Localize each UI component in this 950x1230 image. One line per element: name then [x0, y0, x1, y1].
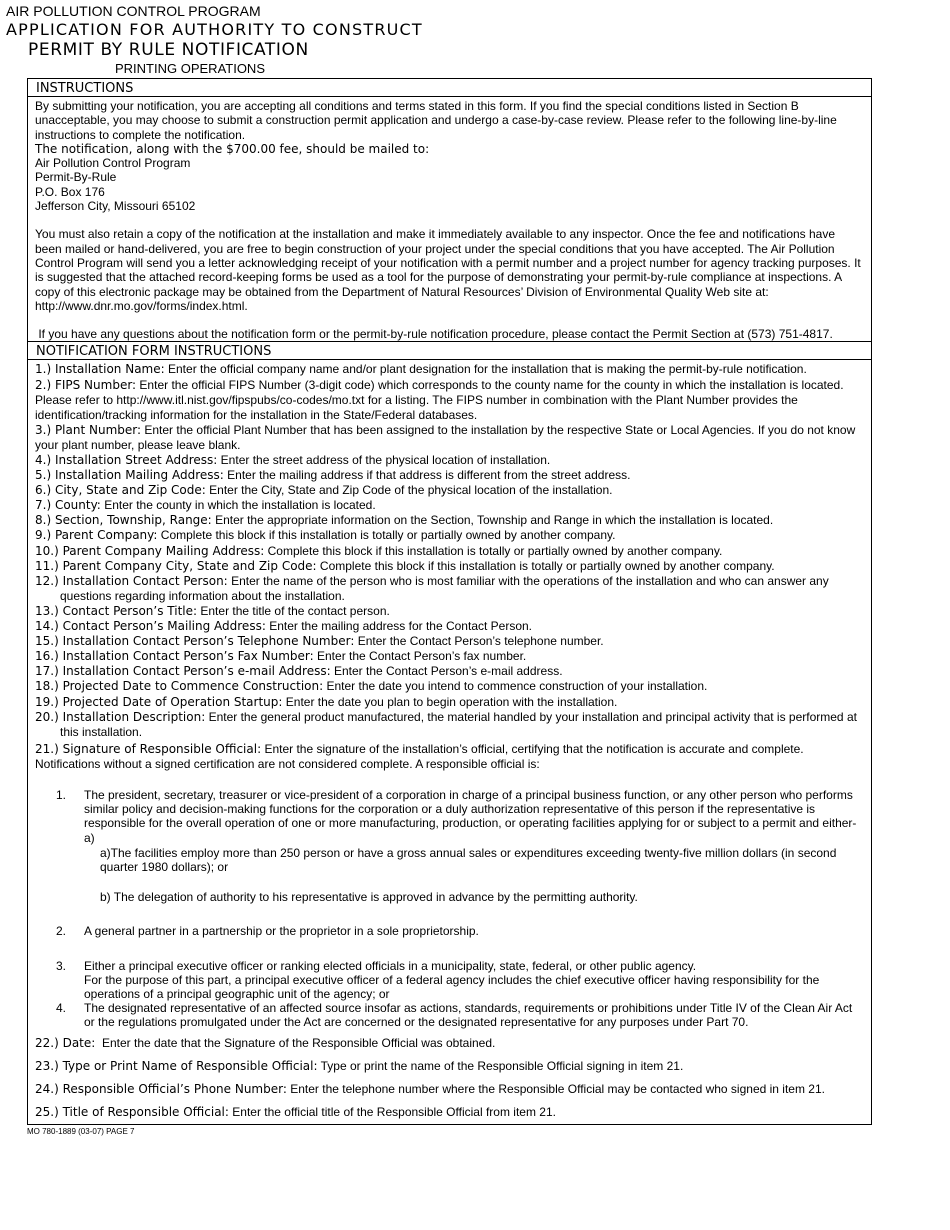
instruction-item: 17.) Installation Contact Person’s e-mail Address: Enter the Contact Person’s e-mail address.: [35, 664, 563, 679]
address-line: Permit-By-Rule: [35, 170, 117, 185]
responsible-official-section: [28, 740, 871, 1030]
instruction-item: 7.) County: Enter the county in which the installation is located.: [35, 498, 376, 513]
instructions-box: [27, 78, 872, 1125]
instruction-item: 5.) Installation Mailing Address: Enter the mailing address if that address is different from the street address.: [35, 468, 631, 483]
instruction-item: 23.) Type or Print Name of Responsible Official: Type or print the name of the Responsible Official signing in item 21.: [35, 1058, 684, 1073]
instruction-item: 14.) Contact Person’s Mailing Address: Enter the mailing address for the Contact Person.: [35, 619, 533, 634]
instruction-item: 2.) FIPS Number: Enter the official FIPS Number (3-digit code) which corresponds to the county name for the county in which the installation is located. Please refer to http://www.itl.nist.gov/fipspubs/co-codes/mo.txt for a listing. The FIPS number in combination with the Plant Number provides the identification/tracking information for the installation in the State/Federal databases.: [35, 377, 844, 422]
instruction-item: 25.) Title of Responsible Official: Enter the official title of the Responsible Official from item 21.: [35, 1104, 556, 1119]
instruction-item: 4.) Installation Street Address: Enter the street address of the physical location of installation.: [35, 453, 551, 468]
instruction-item: 22.) Date: Enter the date that the Signature of the Responsible Official was obtained.: [35, 1035, 496, 1050]
instruction-item: 18.) Projected Date to Commence Construction: Enter the date you intend to commence construction of your installation.: [35, 679, 708, 694]
instruction-item: 10.) Parent Company Mailing Address: Complete this block if this installation is totally or partially owned by another company.: [35, 543, 723, 558]
address-line: Jefferson City, Missouri 65102: [35, 199, 196, 214]
instructions-section: [28, 97, 871, 342]
instruction-item: 8.) Section, Township, Range: Enter the appropriate information on the Section, Township and Range in which the installation is located.: [35, 513, 774, 528]
instruction-item: 12.) Installation Contact Person: Enter the name of the person who is most familiar with the operations of the installation and who can answer any questions regarding information about the installation.: [35, 573, 829, 603]
instruction-item: 1.) Installation Name: Enter the official company name and/or plant designation for the installation that is making the permit-by-rule notification.: [35, 362, 807, 377]
form-footer: MO 780-1889 (03-07) PAGE 7: [27, 1127, 135, 1136]
official-sub-a: a)The facilities employ more than 250 person or have a gross annual sales or expenditures exceeding twenty-five million dollars (in second quarter 1980 dollars); or: [100, 845, 837, 874]
retain-paragraph: You must also retain a copy of the notification at the installation and make it immediately available to any inspector. Once the fee and notifications have been mailed or hand-delivered, you are free to begin construction of your project under the special conditions that you have accepted. The Air Pollution Control Program will send you a letter acknowledging receipt of your notification with a permit number and a project number for agency tracking purposes. It is suggested that the attached record-keeping forms be used as a tool for the purpose of demonstrating your permit-by-rule compliance at inspections. A copy of this electronic package may be obtained from the Department of Natural Resources’ Division of Environmental Quality Web site at: http://www.dnr.mo.gov/forms/index.html.: [35, 227, 861, 313]
instruction-item: 20.) Installation Description: Enter the general product manufactured, the material handled by your installation and principal activity that is performed at this installation.: [35, 709, 857, 739]
instruction-item: 16.) Installation Contact Person’s Fax Number: Enter the Contact Person’s fax number.: [35, 649, 527, 664]
instruction-item: 19.) Projected Date of Operation Startup: Enter the date you plan to begin operation with the installation.: [35, 694, 618, 709]
instruction-item: 9.) Parent Company: Complete this block if this installation is totally or partially owned by another company.: [35, 528, 616, 543]
form-subtitle: PERMIT BY RULE NOTIFICATION: [28, 40, 309, 60]
form-title: APPLICATION FOR AUTHORITY TO CONSTRUCT: [6, 20, 423, 39]
form-category: PRINTING OPERATIONS: [115, 61, 265, 76]
instruction-item-21: 21.) Signature of Responsible Official: Enter the signature of the installation’s official, certifying that the notification is accurate and complete. Notifications without a signed certification are not considered complete. A responsible official is:: [35, 741, 804, 771]
program-name: AIR POLLUTION CONTROL PROGRAM: [6, 3, 261, 19]
form-instructions-section: [28, 360, 871, 739]
instruction-item: 3.) Plant Number: Enter the official Plant Number that has been assigned to the installation by the respective State or Local Agencies. If you do not know your plant number, please leave blank.: [35, 422, 856, 452]
mail-line: The notification, along with the $700.00 fee, should be mailed to:: [35, 141, 430, 156]
instructions-intro: By submitting your notification, you are accepting all conditions and terms stated in this form. If you find the special conditions listed in Section B unacceptable, you may choose to submit a construction permit application and undergo a case-by-case review. Please refer to the following line-by-line instructions to complete the notification.: [35, 99, 837, 142]
instruction-item: 15.) Installation Contact Person’s Telephone Number: Enter the Contact Person’s telephone number.: [35, 634, 604, 649]
instruction-item: 11.) Parent Company City, State and Zip Code: Complete this block if this installation is totally or partially owned by another company.: [35, 558, 775, 573]
instruction-item: 24.) Responsible Official’s Phone Number: Enter the telephone number where the Responsible Official may be contacted who signed in item 21.: [35, 1081, 825, 1096]
official-type-2: 2. A general partner in a partnership or the proprietor in a sole proprietorship.: [56, 924, 479, 939]
official-type-4: 4. The designated representative of an affected source insofar as actions, standards, requirements or prohibitions under Title IV of the Clean Air Act or the regulations promulgated under the Act are concerned or the designated representative for any purposes under Part 70.: [56, 1001, 853, 1030]
form-instructions-heading: NOTIFICATION FORM INSTRUCTIONS: [28, 342, 871, 360]
official-sub-b: b) The delegation of authority to his representative is approved in advance by the permitting authority.: [100, 890, 638, 905]
instruction-item: 13.) Contact Person’s Title: Enter the title of the contact person.: [35, 603, 390, 618]
questions-paragraph: If you have any questions about the notification form or the permit-by-rule notification procedure, please contact the Permit Section at (573) 751-4817.: [35, 327, 833, 342]
address-line: P.O. Box 176: [35, 184, 105, 199]
final-items-section: [28, 1030, 871, 1120]
official-type-1: 1. The president, secretary, treasurer or vice-president of a corporation in charge of a principal business function, or any other person who performs similar policy and decision-making functions for the corporation or a duly authorization representative of this person if the representative is responsible for the overall operation of one or more manufacturing, production, or operating facilities applying for or subject to a permit and either-a) a)The facilities employ more than 250 person or have a gross annual sales or expenditures exceeding twenty-five million dollars (in second quarter 1980 dollars); or b) The delegation of authority to his representative is approved in advance by the permitting authority.: [35, 788, 863, 904]
responsible-official-list: [35, 788, 863, 1030]
instructions-heading: INSTRUCTIONS: [28, 79, 871, 97]
official-type-3: 3. Either a principal executive officer or ranking elected officials in a municipality, state, federal, or other public agency. For the purpose of this part, a principal executive officer of a federal agency includes the chief executive officer having responsibility for the operations of a principal geographic unit of the agency; or: [56, 958, 820, 1002]
address-line: Air Pollution Control Program: [35, 156, 191, 171]
instruction-item: 6.) City, State and Zip Code: Enter the City, State and Zip Code of the physical location of the installation.: [35, 483, 613, 498]
